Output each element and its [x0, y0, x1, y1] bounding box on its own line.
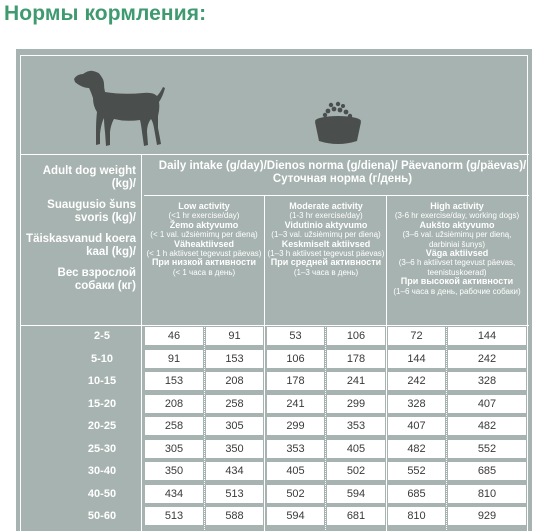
weight-label-lt: Suaugusio šuns svoris (kg)/ — [47, 199, 136, 224]
activity-moderate-et-sub: (1–3 h aktiivset tegevust päevas) — [267, 249, 385, 259]
table-cell: 242 — [448, 350, 526, 368]
table-cell: 350 — [206, 440, 263, 458]
table-cell: 681 — [327, 507, 385, 525]
food-bowl-icon — [303, 101, 373, 153]
activity-divider-1 — [264, 195, 265, 532]
table-cell: 305 — [206, 417, 263, 435]
activity-low-et-sub: (< 1 h aktiivset tegevust päevas) — [146, 249, 262, 259]
table-cell: 552 — [388, 462, 445, 480]
cell-divider-1 — [204, 325, 205, 532]
activity-low-et: Väheaktiivsed — [173, 238, 235, 249]
row-weight-label: 10-15 — [87, 375, 117, 387]
table-cell: 299 — [267, 417, 324, 435]
header-rule — [21, 154, 529, 155]
activity-high-lt-sub: (3–6 val. užsiėmimų per dieną, darbiniai šunys) — [402, 230, 512, 249]
activity-moderate-et: Keskmiselt aktiivsed — [281, 238, 371, 249]
table-cell: 106 — [267, 350, 324, 368]
cell-divider-3 — [446, 325, 447, 532]
table-cell: 241 — [327, 372, 385, 390]
table-cell: 208 — [145, 395, 203, 413]
feeding-table-panel — [16, 49, 532, 531]
activity-divider-2 — [386, 195, 387, 532]
activity-high-en: High activity — [430, 201, 484, 211]
activity-moderate-en-sub: (1-3 hr exercise/day) — [289, 211, 363, 221]
table-cell: 929 — [448, 507, 526, 525]
table-cell: 72 — [388, 327, 445, 345]
activity-low-ru-sub: (< 1 часа в день) — [172, 267, 236, 277]
activity-moderate-lt-sub: (1–3 val. užsiėmimų per dieną) — [271, 230, 381, 240]
table-cell: 153 — [206, 350, 263, 368]
table-cell: 407 — [448, 395, 526, 413]
row-weight-label: 15-20 — [87, 398, 117, 410]
table-cell: 810 — [388, 507, 445, 525]
cell-divider-2 — [325, 325, 326, 532]
row-weight-label: 20-25 — [87, 420, 117, 432]
table-cell: 144 — [448, 327, 526, 345]
activity-moderate-ru: При средней активности — [270, 257, 382, 268]
table-cell: 178 — [267, 372, 324, 390]
activity-high-et: Väga aktiivsed — [425, 248, 489, 259]
table-cell: 407 — [388, 417, 445, 435]
table-cell: 405 — [327, 440, 385, 458]
activity-high-ru-sub: (1–6 часа в день, рабочие собаки) — [393, 286, 521, 296]
weight-label-et: Täiskasvanud koera kaal (kg)/ — [26, 233, 136, 258]
table-cell: 685 — [448, 462, 526, 480]
table-cell: 482 — [388, 440, 445, 458]
table-cell: 350 — [145, 462, 203, 480]
table-cell: 588 — [206, 507, 263, 525]
dog-silhouette-icon — [71, 66, 171, 166]
table-cell: 328 — [448, 372, 526, 390]
table-cell: 144 — [388, 350, 445, 368]
activity-high-lt: Aukšto aktyvumo — [419, 219, 495, 230]
table-cell: 208 — [206, 372, 263, 390]
weight-header — [21, 165, 136, 301]
activity-moderate-lt: Vidutinio aktyvumo — [284, 219, 368, 230]
table-cell: 502 — [327, 462, 385, 480]
table-cell: 353 — [267, 440, 324, 458]
table-cell: 258 — [145, 417, 203, 435]
weight-label-ru: Вес взрослой собаки (кг) — [57, 267, 136, 292]
daily-intake-header: Daily intake (g/day)/Dienos norma (g/diena)/ Päevanorm (g/päevas)/Суточная норма (г/день) — [158, 160, 527, 185]
table-cell: 513 — [145, 507, 203, 525]
table-cell: 405 — [267, 462, 324, 480]
table-cell: 353 — [327, 417, 385, 435]
table-cell: 434 — [206, 462, 263, 480]
table-cell: 178 — [327, 350, 385, 368]
activity-low-ru: При низкой активности — [151, 257, 257, 268]
row-weight-label: 5-10 — [90, 353, 114, 365]
activity-low-lt-sub: (< 1 val. užsiėmimų per dieną) — [150, 230, 258, 240]
table-cell: 810 — [448, 485, 526, 503]
table-cell: 106 — [327, 327, 385, 345]
table-cell: 594 — [327, 485, 385, 503]
page-title: Нормы кормления: — [4, 2, 207, 25]
table-cell: 482 — [448, 417, 526, 435]
activity-moderate-en: Moderate activity — [289, 201, 363, 211]
row-weight-label: 25-30 — [87, 443, 117, 455]
table-cell: 242 — [388, 372, 445, 390]
table-cell: 513 — [206, 485, 263, 503]
activity-low — [145, 202, 263, 277]
activity-low-en-sub: (<1 hr exercise/day) — [168, 211, 240, 221]
activity-high-ru: При высокой активности — [400, 276, 514, 287]
table-cell: 552 — [448, 440, 526, 458]
activity-high-en-sub: (3-6 hr exercise/day, working dogs) — [394, 211, 520, 221]
table-cell: 685 — [388, 485, 445, 503]
activity-moderate-ru-sub: (1–3 часа в день) — [293, 267, 359, 277]
activity-high-et-sub: (3–6 h aktiivset tegevust päevas, teenistuskoerad) — [398, 258, 516, 277]
activity-low-lt: Žemo aktyvumo — [169, 219, 239, 230]
table-cell: 328 — [388, 395, 445, 413]
table-cell: 594 — [267, 507, 324, 525]
table-cell: 502 — [267, 485, 324, 503]
table-cell: 434 — [145, 485, 203, 503]
table-cell: 46 — [145, 327, 203, 345]
activity-high — [388, 202, 526, 296]
table-cell: 305 — [145, 440, 203, 458]
activity-header-rule — [144, 195, 529, 196]
activity-low-en: Low activity — [178, 201, 230, 211]
table-cell: 299 — [327, 395, 385, 413]
activity-moderate — [267, 202, 385, 277]
table-cell: 258 — [206, 395, 263, 413]
row-weight-label: 50-60 — [87, 510, 117, 522]
table-cell: 241 — [267, 395, 324, 413]
row-weight-label: 30-40 — [87, 465, 117, 477]
table-cell: 91 — [206, 327, 263, 345]
table-cell: 53 — [267, 327, 324, 345]
weight-label-en: Adult dog weight (kg)/ — [42, 165, 136, 190]
data-top-rule — [21, 325, 529, 326]
table-cell: 91 — [145, 350, 203, 368]
row-weight-label: 40-50 — [87, 488, 117, 500]
table-frame — [20, 55, 528, 531]
weight-column-divider — [141, 154, 142, 532]
row-weight-label: 2-5 — [94, 330, 110, 342]
table-cell: 153 — [145, 372, 203, 390]
